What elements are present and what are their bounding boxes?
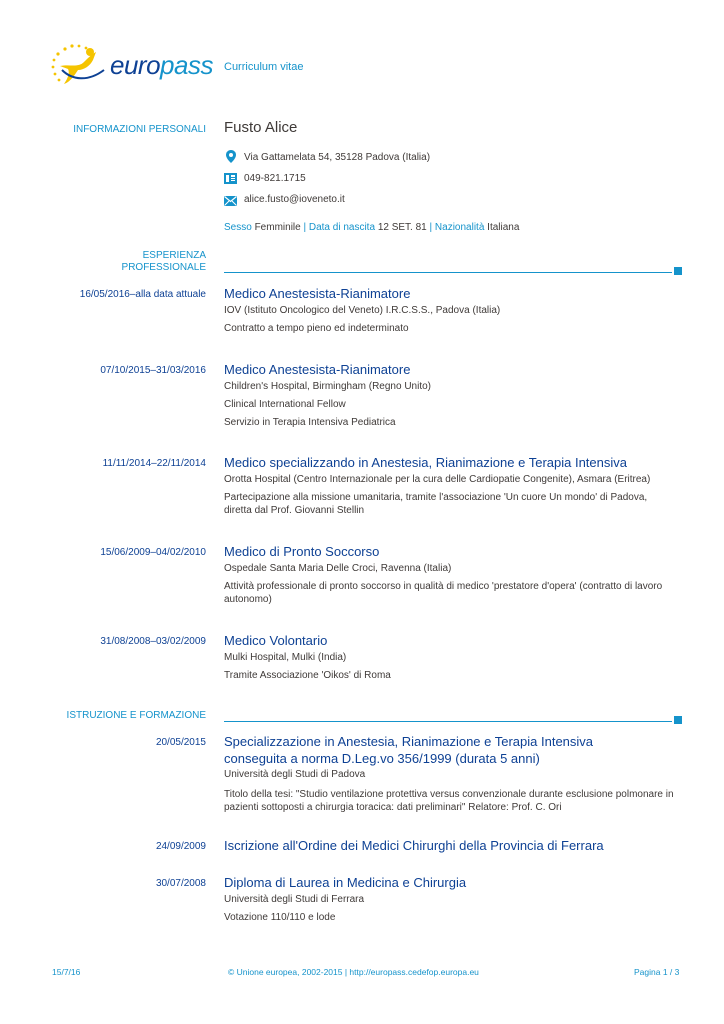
- job-title: Medico Anestesista-Rianimatore: [224, 286, 411, 301]
- logo-wordmark: [110, 50, 213, 80]
- section-label-line: ESPERIENZA: [142, 250, 206, 261]
- edu-title: Specializzazione in Anestesia, Rianimazione e Terapia Intensiva: [224, 734, 594, 749]
- footer-page: Pagina 1 / 3: [634, 967, 680, 977]
- job-title: Medico Anestesista-Rianimatore: [224, 362, 411, 377]
- doc-title: Curriculum vitae: [224, 61, 304, 73]
- logo-euro: euro: [110, 50, 161, 80]
- birth-value: 12 SET. 81: [377, 222, 427, 233]
- job-date: 15/06/2009–04/02/2010: [100, 547, 206, 558]
- edu-line: Università degli Studi di Ferrara: [224, 894, 365, 905]
- job-title: Medico specializzando in Anestesia, Rianimazione e Terapia Intensiva: [224, 455, 627, 470]
- job-title: Medico Volontario: [224, 633, 328, 648]
- section-label-experience: [40, 250, 206, 274]
- section-label-personal: INFORMAZIONI PERSONALI: [73, 124, 206, 135]
- job-line: IOV (Istituto Oncologico del Veneto) I.R.C.S.S., Padova (Italia): [224, 305, 501, 316]
- europass-logo-figure: [48, 40, 118, 90]
- sex-label: Sesso: [224, 222, 252, 233]
- logo-pass: pass: [160, 50, 213, 80]
- location-pin-icon: [226, 150, 236, 163]
- section-label-education: ISTRUZIONE E FORMAZIONE: [66, 710, 206, 721]
- job-line: Servizio in Terapia Intensiva Pediatrica: [224, 417, 396, 428]
- job-date: 31/08/2008–03/02/2009: [100, 636, 206, 647]
- job-line: Children's Hospital, Birmingham (Regno Unito): [224, 381, 431, 392]
- job-entry: [224, 454, 684, 517]
- job-line: Ospedale Santa Maria Delle Croci, Ravenna (Italia): [224, 563, 452, 574]
- job-line: Attività professionale di pronto soccorso in qualità di medico 'prestatore d'opera' (contratto di lavoro: [224, 581, 663, 592]
- job-entry: [224, 543, 684, 606]
- section-label-line: PROFESSIONALE: [121, 262, 206, 273]
- section-divider: [224, 721, 672, 722]
- person-name: Fusto Alice: [224, 119, 298, 136]
- separator: |: [303, 222, 307, 233]
- address-text: Via Gattamelata 54, 35128 Padova (Italia): [244, 152, 431, 163]
- edu-date: 24/09/2009: [155, 841, 206, 852]
- footer-date: 15/7/16: [52, 967, 81, 977]
- job-line: diretta dal Prof. Giovanni Stellin: [224, 505, 365, 516]
- footer-copyright[interactable]: © Unione europea, 2002-2015 | http://europass.cedefop.europa.eu: [228, 967, 479, 977]
- nationality-value: Italiana: [487, 222, 520, 233]
- personal-details-line: [224, 222, 519, 233]
- job-line: Clinical International Fellow: [224, 399, 346, 410]
- job-line: Orotta Hospital (Centro Internazionale per la cura delle Cardiopatie Congenite), Asmara (Eritrea): [224, 474, 651, 485]
- job-date: 16/05/2016–alla data attuale: [79, 289, 206, 300]
- job-line: Partecipazione alla missione umanitaria, tramite l'associazione 'Un cuore Un mondo' di Padova,: [224, 492, 648, 503]
- email-icon: [224, 196, 237, 206]
- section-divider: [224, 272, 672, 273]
- phone-icon: [224, 173, 237, 184]
- email-text[interactable]: alice.fusto@ioveneto.it: [244, 194, 345, 205]
- job-date: 11/11/2014–22/11/2014: [102, 458, 206, 469]
- section-divider-marker: [674, 716, 682, 724]
- section-divider-marker: [674, 267, 682, 275]
- job-entry: [224, 285, 684, 335]
- sex-value: Femminile: [254, 222, 301, 233]
- job-line: Mulki Hospital, Mulki (India): [224, 652, 347, 663]
- job-title: Medico di Pronto Soccorso: [224, 544, 380, 559]
- job-line: Tramite Associazione 'Oikos' di Roma: [224, 670, 391, 681]
- edu-entry: [224, 874, 684, 924]
- job-entry: [224, 632, 684, 682]
- nationality-label: Nazionalità: [434, 222, 485, 233]
- edu-date: 30/07/2008: [155, 878, 206, 889]
- edu-title: Diploma di Laurea in Medicina e Chirurgia: [224, 875, 467, 890]
- edu-date: 20/05/2015: [155, 737, 206, 748]
- job-line: Contratto a tempo pieno ed indeterminato: [224, 323, 409, 334]
- birth-label: Data di nascita: [308, 222, 376, 233]
- edu-title: conseguita a norma D.Leg.vo 356/1999 (durata 5 anni): [224, 751, 540, 766]
- edu-line: Titolo della tesi: "Studio ventilazione protettiva versus convenzionale durante esclusione polmonare in: [224, 789, 674, 800]
- edu-line: Votazione 110/110 e lode: [224, 912, 336, 923]
- edu-title: Iscrizione all'Ordine dei Medici Chirurghi della Provincia di Ferrara: [224, 838, 604, 853]
- europass-logo: [48, 40, 213, 90]
- job-line: autonomo): [224, 594, 272, 605]
- edu-entry: [224, 733, 684, 814]
- edu-line: pazienti sottoposti a chirurgia toracica: dati preliminari" Relatore: Prof. C. Ori: [224, 802, 562, 813]
- job-date: 07/10/2015–31/03/2016: [100, 365, 206, 376]
- edu-entry: [224, 837, 684, 854]
- edu-line: Università degli Studi di Padova: [224, 769, 366, 780]
- phone-text[interactable]: 049-821.1715: [244, 173, 306, 184]
- job-entry: [224, 361, 684, 429]
- separator: |: [429, 222, 433, 233]
